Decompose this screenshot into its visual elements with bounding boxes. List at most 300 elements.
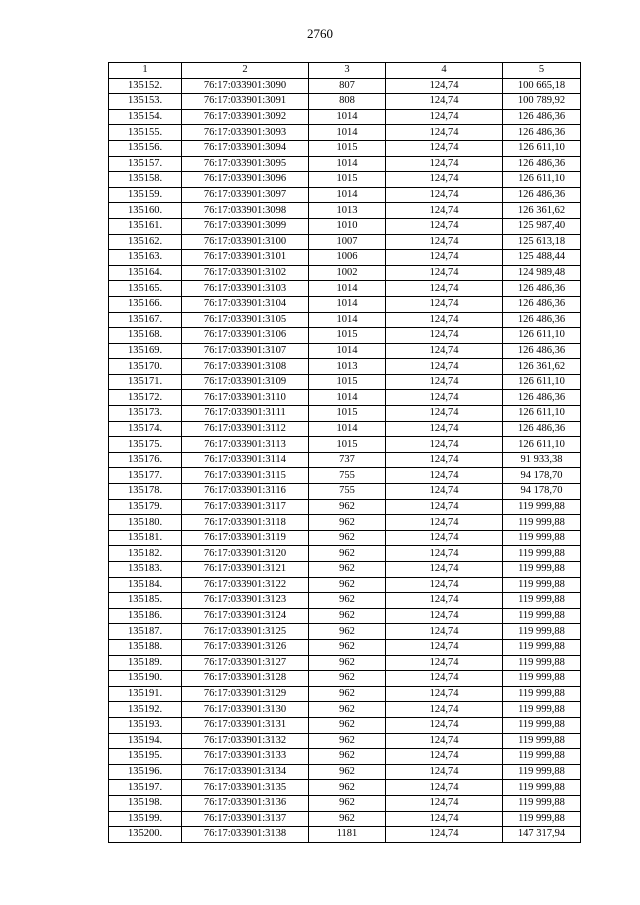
row-number-cell: 135186.: [109, 608, 182, 624]
value-cell: 126 486,36: [503, 343, 581, 359]
rate-cell: 124,74: [386, 624, 503, 640]
area-cell: 1007: [309, 234, 386, 250]
rate-cell: 124,74: [386, 827, 503, 843]
area-cell: 962: [309, 795, 386, 811]
cadastral-number-cell: 76:17:033901:3136: [182, 795, 309, 811]
cadastral-number-cell: 76:17:033901:3133: [182, 749, 309, 765]
cadastral-number-cell: 76:17:033901:3115: [182, 468, 309, 484]
row-number-cell: 135183.: [109, 562, 182, 578]
value-cell: 126 611,10: [503, 406, 581, 422]
column-header-1: 1: [109, 63, 182, 79]
row-number-cell: 135172.: [109, 390, 182, 406]
table-row: [109, 187, 581, 203]
cadastral-number-cell: 76:17:033901:3106: [182, 328, 309, 344]
rate-cell: 124,74: [386, 172, 503, 188]
table-row: [109, 530, 581, 546]
area-cell: 1013: [309, 359, 386, 375]
rate-cell: 124,74: [386, 639, 503, 655]
table-row: [109, 593, 581, 609]
rate-cell: 124,74: [386, 343, 503, 359]
row-number-cell: 135194.: [109, 733, 182, 749]
rate-cell: 124,74: [386, 109, 503, 125]
cadastral-number-cell: 76:17:033901:3098: [182, 203, 309, 219]
area-cell: 962: [309, 780, 386, 796]
cadastral-number-cell: 76:17:033901:3097: [182, 187, 309, 203]
row-number-cell: 135153.: [109, 94, 182, 110]
area-cell: 1015: [309, 140, 386, 156]
row-number-cell: 135152.: [109, 78, 182, 94]
cadastral-number-cell: 76:17:033901:3095: [182, 156, 309, 172]
area-cell: 755: [309, 468, 386, 484]
value-cell: 119 999,88: [503, 515, 581, 531]
row-number-cell: 135174.: [109, 421, 182, 437]
value-cell: 126 611,10: [503, 172, 581, 188]
header-row: [109, 63, 581, 79]
table-row: [109, 733, 581, 749]
rate-cell: 124,74: [386, 702, 503, 718]
rate-cell: 124,74: [386, 608, 503, 624]
row-number-cell: 135157.: [109, 156, 182, 172]
table-row: [109, 125, 581, 141]
value-cell: 119 999,88: [503, 577, 581, 593]
row-number-cell: 135188.: [109, 639, 182, 655]
area-cell: 962: [309, 593, 386, 609]
rate-cell: 124,74: [386, 515, 503, 531]
cadastral-number-cell: 76:17:033901:3090: [182, 78, 309, 94]
rate-cell: 124,74: [386, 717, 503, 733]
value-cell: 119 999,88: [503, 530, 581, 546]
table-row: [109, 234, 581, 250]
rate-cell: 124,74: [386, 546, 503, 562]
table-row: [109, 218, 581, 234]
row-number-cell: 135159.: [109, 187, 182, 203]
rate-cell: 124,74: [386, 281, 503, 297]
row-number-cell: 135158.: [109, 172, 182, 188]
cadastral-number-cell: 76:17:033901:3103: [182, 281, 309, 297]
value-cell: 126 486,36: [503, 390, 581, 406]
value-cell: 119 999,88: [503, 764, 581, 780]
table-row: [109, 374, 581, 390]
value-cell: 126 611,10: [503, 140, 581, 156]
value-cell: 125 488,44: [503, 250, 581, 266]
rate-cell: 124,74: [386, 562, 503, 578]
table-row: [109, 671, 581, 687]
area-cell: 962: [309, 733, 386, 749]
area-cell: 1010: [309, 218, 386, 234]
cadastral-number-cell: 76:17:033901:3110: [182, 390, 309, 406]
table-row: [109, 203, 581, 219]
cadastral-number-cell: 76:17:033901:3134: [182, 764, 309, 780]
cadastral-number-cell: 76:17:033901:3100: [182, 234, 309, 250]
table-row: [109, 156, 581, 172]
rate-cell: 124,74: [386, 795, 503, 811]
column-header-4: 4: [386, 63, 503, 79]
table-row: [109, 639, 581, 655]
row-number-cell: 135169.: [109, 343, 182, 359]
value-cell: 119 999,88: [503, 608, 581, 624]
value-cell: 119 999,88: [503, 593, 581, 609]
table-row: [109, 515, 581, 531]
cadastral-number-cell: 76:17:033901:3123: [182, 593, 309, 609]
cadastral-number-cell: 76:17:033901:3093: [182, 125, 309, 141]
value-cell: 119 999,88: [503, 671, 581, 687]
cadastral-number-cell: 76:17:033901:3096: [182, 172, 309, 188]
rate-cell: 124,74: [386, 390, 503, 406]
rate-cell: 124,74: [386, 218, 503, 234]
row-number-cell: 135182.: [109, 546, 182, 562]
rate-cell: 124,74: [386, 811, 503, 827]
cadastral-number-cell: 76:17:033901:3120: [182, 546, 309, 562]
table-row: [109, 499, 581, 515]
row-number-cell: 135165.: [109, 281, 182, 297]
cadastral-number-cell: 76:17:033901:3094: [182, 140, 309, 156]
rate-cell: 124,74: [386, 764, 503, 780]
area-cell: 962: [309, 671, 386, 687]
table-row: [109, 468, 581, 484]
row-number-cell: 135168.: [109, 328, 182, 344]
table-row: [109, 546, 581, 562]
table-row: [109, 686, 581, 702]
row-number-cell: 135198.: [109, 795, 182, 811]
value-cell: 126 611,10: [503, 328, 581, 344]
table-row: [109, 452, 581, 468]
row-number-cell: 135173.: [109, 406, 182, 422]
area-cell: 755: [309, 484, 386, 500]
value-cell: 126 486,36: [503, 312, 581, 328]
area-cell: 1014: [309, 421, 386, 437]
area-cell: 962: [309, 546, 386, 562]
cadastral-number-cell: 76:17:033901:3101: [182, 250, 309, 266]
rate-cell: 124,74: [386, 94, 503, 110]
row-number-cell: 135180.: [109, 515, 182, 531]
rate-cell: 124,74: [386, 140, 503, 156]
cadastral-number-cell: 76:17:033901:3108: [182, 359, 309, 375]
area-cell: 1014: [309, 187, 386, 203]
rate-cell: 124,74: [386, 421, 503, 437]
rate-cell: 124,74: [386, 655, 503, 671]
value-cell: 126 486,36: [503, 281, 581, 297]
row-number-cell: 135199.: [109, 811, 182, 827]
rate-cell: 124,74: [386, 452, 503, 468]
rate-cell: 124,74: [386, 577, 503, 593]
rate-cell: 124,74: [386, 312, 503, 328]
area-cell: 962: [309, 702, 386, 718]
area-cell: 962: [309, 764, 386, 780]
table-row: [109, 328, 581, 344]
rate-cell: 124,74: [386, 234, 503, 250]
rate-cell: 124,74: [386, 359, 503, 375]
row-number-cell: 135185.: [109, 593, 182, 609]
area-cell: 808: [309, 94, 386, 110]
row-number-cell: 135171.: [109, 374, 182, 390]
rate-cell: 124,74: [386, 530, 503, 546]
rate-cell: 124,74: [386, 374, 503, 390]
row-number-cell: 135184.: [109, 577, 182, 593]
row-number-cell: 135192.: [109, 702, 182, 718]
cadastral-number-cell: 76:17:033901:3130: [182, 702, 309, 718]
table-row: [109, 562, 581, 578]
rate-cell: 124,74: [386, 187, 503, 203]
table-row: [109, 390, 581, 406]
rate-cell: 124,74: [386, 250, 503, 266]
cadastral-number-cell: 76:17:033901:3127: [182, 655, 309, 671]
rate-cell: 124,74: [386, 156, 503, 172]
table-row: [109, 406, 581, 422]
area-cell: 1002: [309, 265, 386, 281]
value-cell: 119 999,88: [503, 655, 581, 671]
rate-cell: 124,74: [386, 328, 503, 344]
cadastral-number-cell: 76:17:033901:3105: [182, 312, 309, 328]
rate-cell: 124,74: [386, 437, 503, 453]
rate-cell: 124,74: [386, 265, 503, 281]
value-cell: 119 999,88: [503, 780, 581, 796]
cadastral-number-cell: 76:17:033901:3113: [182, 437, 309, 453]
cadastral-number-cell: 76:17:033901:3137: [182, 811, 309, 827]
rate-cell: 124,74: [386, 671, 503, 687]
table-row: [109, 780, 581, 796]
area-cell: 962: [309, 811, 386, 827]
table-row: [109, 717, 581, 733]
cadastral-number-cell: 76:17:033901:3104: [182, 296, 309, 312]
rate-cell: 124,74: [386, 484, 503, 500]
area-cell: 1014: [309, 343, 386, 359]
table-row: [109, 577, 581, 593]
table-body: [109, 78, 581, 842]
row-number-cell: 135195.: [109, 749, 182, 765]
row-number-cell: 135176.: [109, 452, 182, 468]
area-cell: 962: [309, 639, 386, 655]
cadastral-number-cell: 76:17:033901:3126: [182, 639, 309, 655]
cadastral-number-cell: 76:17:033901:3138: [182, 827, 309, 843]
rate-cell: 124,74: [386, 593, 503, 609]
cadastral-number-cell: 76:17:033901:3124: [182, 608, 309, 624]
table-row: [109, 296, 581, 312]
row-number-cell: 135179.: [109, 499, 182, 515]
row-number-cell: 135156.: [109, 140, 182, 156]
area-cell: 1006: [309, 250, 386, 266]
row-number-cell: 135163.: [109, 250, 182, 266]
area-cell: 962: [309, 515, 386, 531]
value-cell: 119 999,88: [503, 811, 581, 827]
cadastral-number-cell: 76:17:033901:3111: [182, 406, 309, 422]
row-number-cell: 135170.: [109, 359, 182, 375]
area-cell: 1014: [309, 109, 386, 125]
rate-cell: 124,74: [386, 78, 503, 94]
area-cell: 962: [309, 655, 386, 671]
table-row: [109, 140, 581, 156]
value-cell: 126 486,36: [503, 187, 581, 203]
value-cell: 91 933,38: [503, 452, 581, 468]
table-row: [109, 250, 581, 266]
area-cell: 1014: [309, 312, 386, 328]
value-cell: 126 486,36: [503, 421, 581, 437]
area-cell: 962: [309, 717, 386, 733]
table-row: [109, 109, 581, 125]
area-cell: 1014: [309, 156, 386, 172]
area-cell: 1014: [309, 125, 386, 141]
cadastral-number-cell: 76:17:033901:3112: [182, 421, 309, 437]
table-row: [109, 265, 581, 281]
value-cell: 100 665,18: [503, 78, 581, 94]
row-number-cell: 135189.: [109, 655, 182, 671]
table-row: [109, 281, 581, 297]
row-number-cell: 135197.: [109, 780, 182, 796]
area-cell: 962: [309, 530, 386, 546]
table-row: [109, 421, 581, 437]
row-number-cell: 135193.: [109, 717, 182, 733]
value-cell: 119 999,88: [503, 795, 581, 811]
value-cell: 126 486,36: [503, 125, 581, 141]
rate-cell: 124,74: [386, 749, 503, 765]
rate-cell: 124,74: [386, 125, 503, 141]
value-cell: 119 999,88: [503, 546, 581, 562]
row-number-cell: 135167.: [109, 312, 182, 328]
cadastral-number-cell: 76:17:033901:3091: [182, 94, 309, 110]
row-number-cell: 135181.: [109, 530, 182, 546]
value-cell: 126 361,62: [503, 359, 581, 375]
cadastral-number-cell: 76:17:033901:3131: [182, 717, 309, 733]
row-number-cell: 135162.: [109, 234, 182, 250]
cadastral-number-cell: 76:17:033901:3119: [182, 530, 309, 546]
table-row: [109, 94, 581, 110]
cadastral-number-cell: 76:17:033901:3116: [182, 484, 309, 500]
area-cell: 962: [309, 608, 386, 624]
area-cell: 962: [309, 562, 386, 578]
value-cell: 119 999,88: [503, 686, 581, 702]
value-cell: 119 999,88: [503, 562, 581, 578]
column-header-5: 5: [503, 63, 581, 79]
area-cell: 1015: [309, 437, 386, 453]
table-row: [109, 608, 581, 624]
row-number-cell: 135187.: [109, 624, 182, 640]
table-row: [109, 624, 581, 640]
area-cell: 1015: [309, 406, 386, 422]
value-cell: 126 611,10: [503, 374, 581, 390]
value-cell: 126 611,10: [503, 437, 581, 453]
area-cell: 1015: [309, 328, 386, 344]
rate-cell: 124,74: [386, 203, 503, 219]
cadastral-number-cell: 76:17:033901:3114: [182, 452, 309, 468]
area-cell: 1014: [309, 281, 386, 297]
area-cell: 1013: [309, 203, 386, 219]
cadastral-number-cell: 76:17:033901:3125: [182, 624, 309, 640]
value-cell: 126 486,36: [503, 156, 581, 172]
area-cell: 1015: [309, 374, 386, 390]
area-cell: 807: [309, 78, 386, 94]
row-number-cell: 135178.: [109, 484, 182, 500]
rate-cell: 124,74: [386, 780, 503, 796]
table-row: [109, 78, 581, 94]
area-cell: 962: [309, 686, 386, 702]
rate-cell: 124,74: [386, 406, 503, 422]
cadastral-number-cell: 76:17:033901:3128: [182, 671, 309, 687]
column-header-2: 2: [182, 63, 309, 79]
value-cell: 126 486,36: [503, 109, 581, 125]
table-row: [109, 764, 581, 780]
row-number-cell: 135196.: [109, 764, 182, 780]
value-cell: 119 999,88: [503, 624, 581, 640]
value-cell: 119 999,88: [503, 733, 581, 749]
row-number-cell: 135155.: [109, 125, 182, 141]
rate-cell: 124,74: [386, 296, 503, 312]
cadastral-number-cell: 76:17:033901:3121: [182, 562, 309, 578]
row-number-cell: 135175.: [109, 437, 182, 453]
row-number-cell: 135177.: [109, 468, 182, 484]
table-row: [109, 702, 581, 718]
cadastral-number-cell: 76:17:033901:3118: [182, 515, 309, 531]
row-number-cell: 135160.: [109, 203, 182, 219]
row-number-cell: 135161.: [109, 218, 182, 234]
cadastral-number-cell: 76:17:033901:3122: [182, 577, 309, 593]
cadastral-number-cell: 76:17:033901:3107: [182, 343, 309, 359]
value-cell: 94 178,70: [503, 468, 581, 484]
value-cell: 147 317,94: [503, 827, 581, 843]
column-header-3: 3: [309, 63, 386, 79]
table-row: [109, 811, 581, 827]
value-cell: 100 789,92: [503, 94, 581, 110]
cadastral-number-cell: 76:17:033901:3132: [182, 733, 309, 749]
row-number-cell: 135190.: [109, 671, 182, 687]
value-cell: 94 178,70: [503, 484, 581, 500]
row-number-cell: 135154.: [109, 109, 182, 125]
area-cell: 1014: [309, 296, 386, 312]
area-cell: 1181: [309, 827, 386, 843]
cadastral-number-cell: 76:17:033901:3099: [182, 218, 309, 234]
table-row: [109, 749, 581, 765]
cadastral-number-cell: 76:17:033901:3102: [182, 265, 309, 281]
area-cell: 1015: [309, 172, 386, 188]
area-cell: 737: [309, 452, 386, 468]
area-cell: 962: [309, 624, 386, 640]
table-row: [109, 655, 581, 671]
table-header: [109, 63, 581, 79]
area-cell: 962: [309, 577, 386, 593]
value-cell: 124 989,48: [503, 265, 581, 281]
value-cell: 119 999,88: [503, 499, 581, 515]
value-cell: 119 999,88: [503, 749, 581, 765]
rate-cell: 124,74: [386, 686, 503, 702]
row-number-cell: 135191.: [109, 686, 182, 702]
data-table: [108, 62, 581, 843]
page-number: 2760: [307, 26, 333, 41]
table-row: [109, 437, 581, 453]
table-row: [109, 795, 581, 811]
value-cell: 119 999,88: [503, 717, 581, 733]
rate-cell: 124,74: [386, 733, 503, 749]
value-cell: 125 613,18: [503, 234, 581, 250]
table-row: [109, 172, 581, 188]
cadastral-number-cell: 76:17:033901:3117: [182, 499, 309, 515]
row-number-cell: 135200.: [109, 827, 182, 843]
value-cell: 126 361,62: [503, 203, 581, 219]
table-row: [109, 312, 581, 328]
table-row: [109, 484, 581, 500]
area-cell: 1014: [309, 390, 386, 406]
rate-cell: 124,74: [386, 499, 503, 515]
cadastral-number-cell: 76:17:033901:3109: [182, 374, 309, 390]
row-number-cell: 135164.: [109, 265, 182, 281]
row-number-cell: 135166.: [109, 296, 182, 312]
cadastral-number-cell: 76:17:033901:3092: [182, 109, 309, 125]
value-cell: 119 999,88: [503, 639, 581, 655]
cadastral-number-cell: 76:17:033901:3129: [182, 686, 309, 702]
table-row: [109, 827, 581, 843]
cadastral-number-cell: 76:17:033901:3135: [182, 780, 309, 796]
area-cell: 962: [309, 749, 386, 765]
value-cell: 119 999,88: [503, 702, 581, 718]
value-cell: 126 486,36: [503, 296, 581, 312]
table-row: [109, 359, 581, 375]
